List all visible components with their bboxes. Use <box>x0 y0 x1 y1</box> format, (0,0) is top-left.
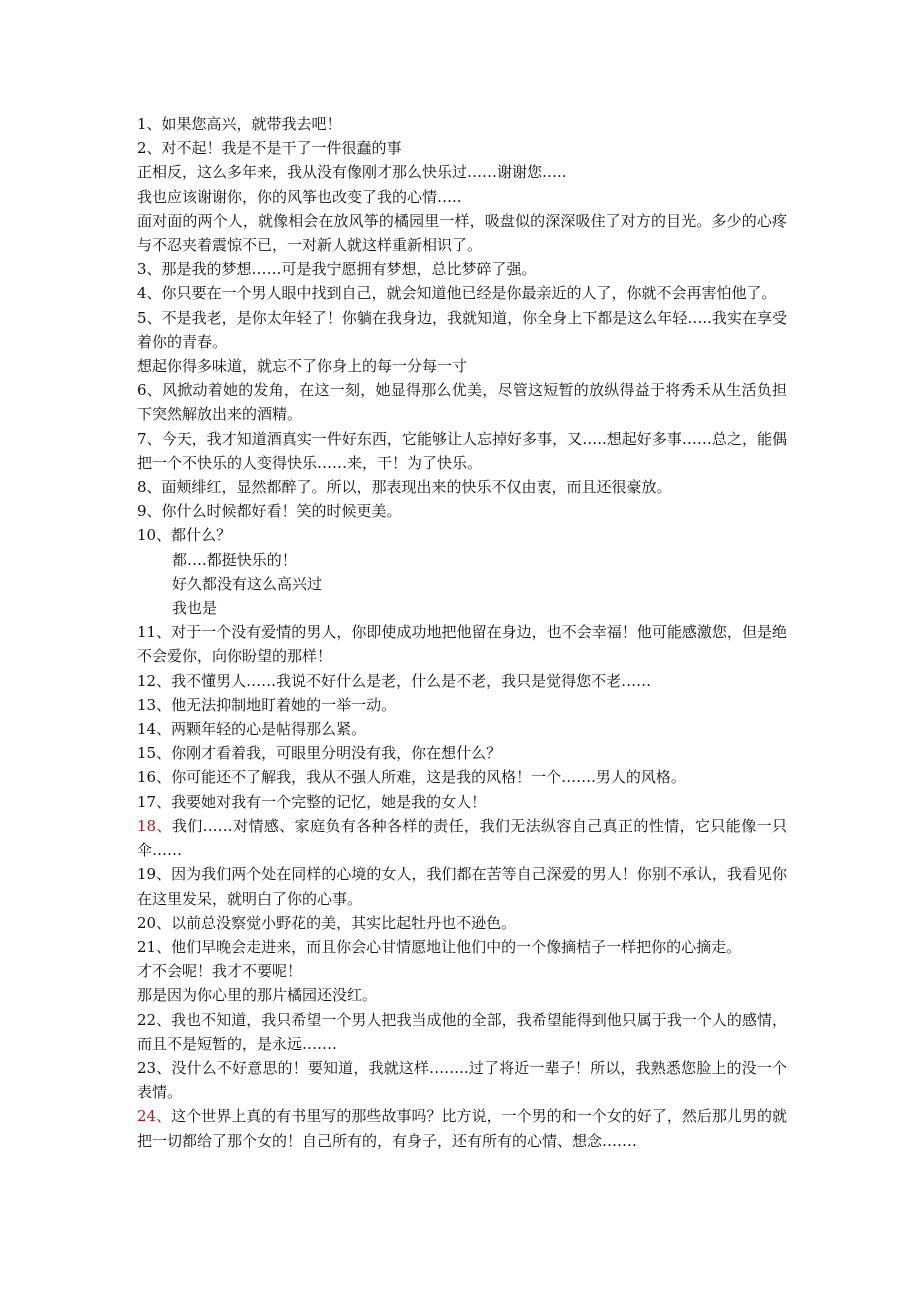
paragraph <box>137 790 787 814</box>
paragraph-text: 那是因为你心里的那片橘园还没红。 <box>137 986 378 1005</box>
paragraph-text: 都….都挺快乐的！ <box>172 550 297 569</box>
paragraph <box>137 475 787 499</box>
paragraph <box>137 160 787 184</box>
paragraph <box>137 669 787 693</box>
paragraph-text: 11、对于一个没有爱情的男人，你即使成功地把他留在身边，也不会幸福！他可能感激您，但是绝不会爱你，向你盼望的那样！ <box>137 623 787 666</box>
paragraph-text: 14、两颗年轻的心是帖得那么紧。 <box>137 720 367 739</box>
paragraph-text: 2、对不起！我是不是干了一件很蠢的事 <box>137 139 402 158</box>
paragraph-number: 24、 <box>137 1107 172 1126</box>
paragraph-text: 9、你什么时候都好看！笑的时候更美。 <box>137 502 402 521</box>
paragraph-text: 4、你只要在一个男人眼中找到自己，就会知道他已经是你最亲近的人了，你就不会再害怕他了。 <box>137 284 777 303</box>
paragraph-text: 正相反，这么多年来，我从没有像刚才那么快乐过……谢谢您….. <box>137 163 567 182</box>
paragraph <box>137 499 787 523</box>
paragraph <box>137 693 787 717</box>
paragraph-text: 面对面的两个人，就像相会在放风筝的橘园里一样，吸盘似的深深吸住了对方的目光。多少的心疼与不忍夹着震惊不已，一对新人就这样重新相识了。 <box>137 211 787 255</box>
paragraph-text: 我们……对情感、家庭负有各种各样的责任，我们无法纵容自己真正的性情，它只能像一只伞…… <box>137 816 787 860</box>
paragraph-text: 好久都没有这么高兴过 <box>172 574 323 593</box>
paragraph-text: 7、今天，我才知道酒真实一件好东西，它能够让人忘掉好多事，又…..想起好多事……总之，能偶把一个不快乐的人变得快乐……来，干！为了快乐。 <box>137 429 787 472</box>
paragraph <box>137 741 787 765</box>
paragraph <box>137 983 787 1007</box>
paragraph-text: 3、那是我的梦想……可是我宁愿拥有梦想，总比梦碎了强。 <box>137 260 537 279</box>
paragraph <box>137 959 787 983</box>
paragraph <box>137 354 787 378</box>
paragraph <box>137 281 787 305</box>
paragraph <box>137 1008 787 1056</box>
paragraph <box>137 814 787 862</box>
paragraph-text: 23、没什么不好意思的！要知道，我就这样……..过了将近一辈子！所以，我熟悉您脸上的没一个表情。 <box>137 1058 787 1102</box>
paragraph-text: 8、面颊绯红，显然都醉了。所以，那表现出来的快乐不仅由衷，而且还很豪放。 <box>137 478 672 497</box>
paragraph-text: 22、我也不知道，我只希望一个男人把我当成他的全部，我希望能得到他只属于我一个人的感情，而且不是短暂的，是永远……. <box>137 1010 787 1053</box>
paragraph-text: 这个世界上真的有书里写的那些故事吗？比方说，一个男的和一个女的好了，然后那儿男的就把一切都给了那个女的！自己所有的，有身子，还有所有的心情、想念……. <box>137 1107 787 1150</box>
paragraph-text: 我也应该谢谢你，你的风筝也改变了我的心情….. <box>137 187 462 206</box>
paragraph <box>137 1056 787 1104</box>
paragraph-text: 5、不是我老，是你太年轻了！你躺在我身边，我就知道，你全身上下都是这么年轻…..我实在享受着你的青春。 <box>137 308 787 351</box>
paragraph <box>137 1104 787 1152</box>
paragraph <box>137 935 787 959</box>
paragraph <box>137 378 787 426</box>
paragraph-text: 20、以前总没察觉小野花的美，其实比起牡丹也不逊色。 <box>137 913 517 932</box>
paragraph-text: 17、我要她对我有一个完整的记忆，她是我的女人！ <box>137 792 487 811</box>
paragraph-text: 才不会呢！我才不要呢！ <box>137 962 303 981</box>
paragraph-text: 16、你可能还不了解我，我从不强人所难，这是我的风格！一个…….男人的风格。 <box>137 768 686 787</box>
paragraph <box>137 136 787 160</box>
paragraph-text: 10、都什么？ <box>137 526 232 545</box>
paragraph <box>137 717 787 741</box>
document-body <box>137 112 787 1153</box>
paragraph <box>137 620 787 668</box>
paragraph-number: 18、 <box>137 816 172 835</box>
paragraph-text: 13、他无法抑制地盯着她的一举一动。 <box>137 695 397 714</box>
paragraph <box>137 185 787 209</box>
paragraph <box>137 596 787 620</box>
paragraph <box>137 257 787 281</box>
paragraph-text: 1、如果您高兴，就带我去吧！ <box>137 115 342 133</box>
paragraph <box>137 427 787 475</box>
paragraph-text: 15、你刚才看着我，可眼里分明没有我，你在想什么？ <box>137 744 502 763</box>
paragraph-text: 21、他们早晚会走进来，而且你会心甘情愿地让他们中的一个像摘桔子一样把你的心摘走。 <box>137 937 742 956</box>
paragraph-text: 想起你得多味道，就忘不了你身上的每一分每一寸 <box>137 357 468 376</box>
paragraph <box>137 911 787 935</box>
paragraph-text: 6、风掀动着她的发角，在这一刻，她显得那么优美，尽管这短暂的放纵得益于将秀禾从生活负担下突然解放出来的酒精。 <box>137 381 787 424</box>
paragraph <box>137 765 787 789</box>
paragraph-text: 19、因为我们两个处在同样的心境的女人，我们都在苦等自己深爱的男人！你别不承认，我看见你在这里发呆，就明白了你的心事。 <box>137 865 787 908</box>
paragraph <box>137 572 787 596</box>
paragraph <box>137 112 787 136</box>
paragraph <box>137 523 787 547</box>
paragraph <box>137 209 787 257</box>
paragraph-text: 我也是 <box>172 599 218 618</box>
paragraph <box>137 548 787 572</box>
paragraph <box>137 862 787 910</box>
paragraph-text: 12、我不懂男人……我说不好什么是老，什么是不老，我只是觉得您不老…… <box>137 671 652 690</box>
paragraph <box>137 306 787 354</box>
